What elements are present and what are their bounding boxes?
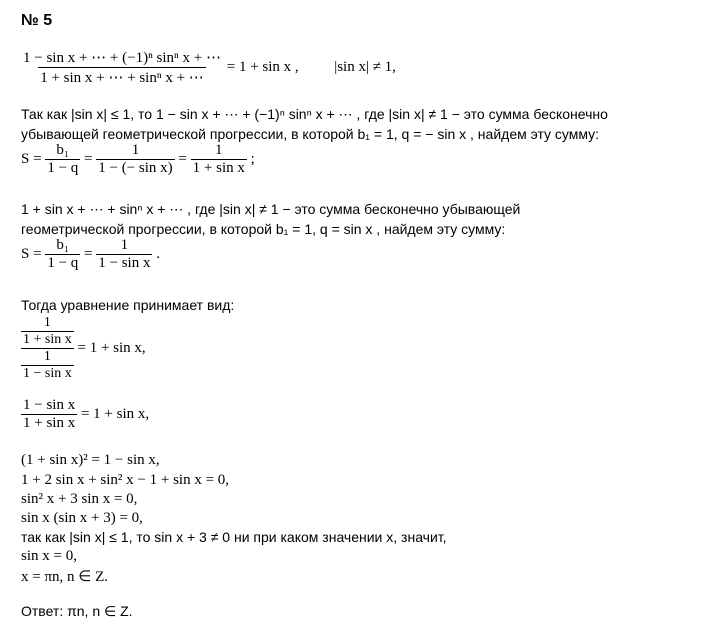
main-equation-rhs: = 1 + sin x , (226, 58, 299, 75)
paragraph-2-line-1: 1 + sin x + ⋯ + sinⁿ x + ⋯ , где |sin x| ≠ 1 − это сумма бесконечно убывающей (21, 201, 521, 217)
step-3: sin² x + 3 sin x = 0, (21, 491, 138, 507)
complex-fraction-bottom (21, 348, 74, 382)
sum-1-formula (21, 142, 255, 177)
simple-fraction-den: 1 + sin x (23, 415, 76, 431)
complex-fraction-top (21, 315, 74, 348)
step-1: (1 + sin x)² = 1 − sin x, (21, 452, 160, 468)
simple-fraction-rhs: = 1 + sin x, (80, 405, 150, 422)
paragraph-3: Тогда уравнение принимает вид: (21, 297, 235, 313)
sum-2-fraction-2-den: 1 − sin x (98, 255, 151, 271)
sum-2-formula (21, 237, 160, 272)
sum-1-fraction-3-den: 1 + sin x (192, 160, 245, 176)
sum-1-fraction-1-num: b₁ (56, 142, 70, 158)
sum-2-fraction-2-num: 1 (120, 237, 129, 253)
step-4: sin x (sin x + 3) = 0, (21, 510, 143, 526)
sum-2-fraction-1-num: b₁ (56, 237, 70, 253)
step-2: 1 + 2 sin x + sin² x − 1 + sin x = 0, (21, 472, 230, 488)
sum-2-s: S = (21, 245, 42, 262)
step-6: sin x = 0, (21, 548, 77, 564)
sum-2-eq-1: = (84, 245, 93, 262)
sum-2-end: . (156, 245, 160, 262)
sum-1-fraction-2-den: 1 − (− sin x) (98, 160, 173, 176)
complex-fraction-rhs: = 1 + sin x, (77, 339, 146, 356)
simple-fraction-num: 1 − sin x (23, 397, 76, 413)
sum-1-s: S = (21, 150, 42, 167)
paragraph-1-line-1: Так как |sin x| ≤ 1, то 1 − sin x + ⋯ + (−1)ⁿ sinⁿ x + ⋯ , где |sin x| ≠ 1 − это сумма бесконечно (21, 106, 608, 122)
complex-bot-num: 1 (43, 349, 51, 364)
sum-2-fraction-1-den: 1 − q (47, 255, 79, 271)
step-7: x = πn, n ∈ Z. (21, 569, 109, 585)
sum-1-end: ; (250, 150, 255, 167)
sum-1-fraction-2 (96, 142, 174, 177)
main-fraction-numerator: 1 − sin x + ⋯ + (−1)ⁿ sinⁿ x + ⋯ (23, 50, 221, 66)
complex-bot-den: 1 − sin x (23, 366, 72, 381)
complex-fraction-equation (21, 315, 146, 382)
simple-fraction (21, 397, 77, 432)
simple-fraction-equation (21, 397, 149, 432)
main-equation-condition: |sin x| ≠ 1, (334, 58, 396, 75)
sum-1-fraction-1-den: 1 − q (47, 160, 79, 176)
paragraph-2-line-2: геометрической прогрессии, в которой b₁ = 1, q = sin x , найдем эту сумму: (21, 221, 506, 237)
paragraph-1-line-2: убывающей геометрической прогрессии, в которой b₁ = 1, q = − sin x , найдем эту сумму: (21, 126, 600, 142)
answer: Ответ: πn, n ∈ Z. (21, 603, 133, 619)
sum-2-fraction-2 (96, 237, 152, 272)
sum-1-eq-1: = (84, 150, 93, 167)
sum-1-fraction-3 (191, 142, 247, 177)
sum-2-fraction-1 (45, 237, 80, 272)
sum-1-fraction-1 (45, 142, 80, 177)
sum-1-fraction-3-num: 1 (215, 142, 223, 158)
complex-top-den: 1 + sin x (23, 332, 72, 347)
sum-1-fraction-2-num: 1 (131, 142, 140, 158)
sum-1-eq-2: = (178, 150, 187, 167)
step-5: так как |sin x| ≤ 1, то sin x + 3 ≠ 0 ни при каком значении x, значит, (21, 529, 447, 545)
main-equation (21, 48, 396, 87)
main-fraction-denominator: 1 + sin x + ⋯ + sinⁿ x + ⋯ (38, 67, 206, 87)
problem-number: № 5 (21, 12, 53, 29)
complex-fraction (21, 315, 74, 382)
complex-top-num: 1 (43, 315, 51, 330)
main-fraction (21, 48, 223, 87)
